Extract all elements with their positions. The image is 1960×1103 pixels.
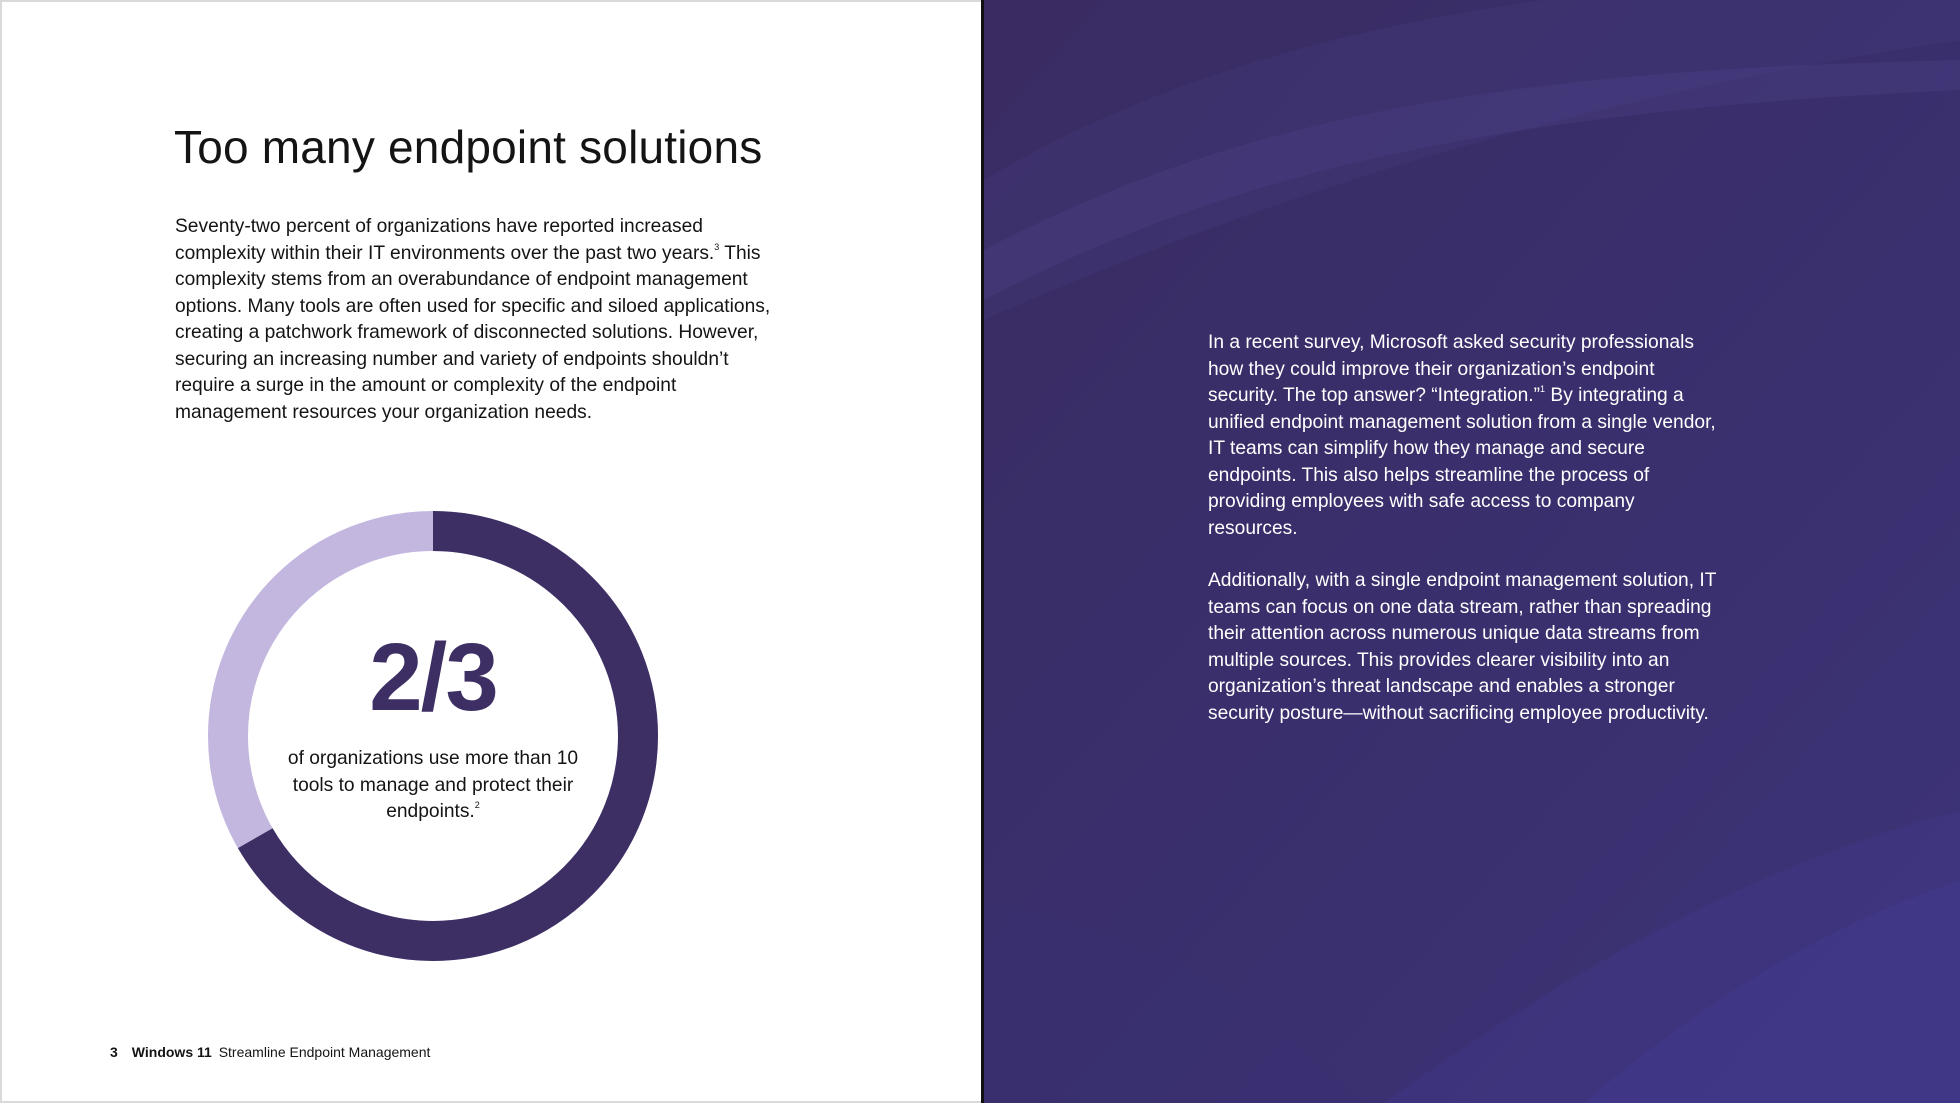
stat-donut: [207, 510, 659, 962]
intro-paragraph: [175, 214, 775, 426]
footnote-ref: 2: [474, 800, 480, 810]
stat-caption-text: of organizations use more than 10 tools to manage and protect their endpoints.: [287, 748, 579, 822]
donut-chart: [207, 510, 659, 962]
survey-text-part2: By integrating a unified endpoint management solution from a single vendor, IT teams can simplify how they manage and secure endpoints. This also helps streamline the process of providing employees with safe access to company resources.: [1208, 385, 1716, 539]
page-title: Too many endpoint solutions: [174, 121, 763, 173]
footnote-ref: 1: [1540, 384, 1546, 394]
page-footer: [110, 1044, 430, 1060]
survey-text-part1: In a recent survey, Microsoft asked security professionals how they could improve their organization’s endpoint security. The top answer? “Integration.”: [1208, 332, 1694, 406]
footer-brand: Windows 11: [131, 1044, 212, 1060]
stat-caption: [283, 746, 583, 826]
intro-text-part2: This complexity stems from an overabundance of endpoint management options. Many tools are often used for specific and siloed applications, creating a patchwork framework of disconnected solutions. However, securing an increasing number and variety of endpoints shouldn’t require a surge in the amount or complexity of the endpoint management resources your organization needs.: [175, 242, 771, 423]
right-page: [981, 0, 1960, 1103]
stat-value: 2/3: [369, 624, 497, 731]
data-stream-paragraph: Additionally, with a single endpoint management solution, IT teams can focus on one data stream, rather than spreading their attention across numerous unique data streams from multiple sources. This provides clearer visibility into an organization’s threat landscape and enables a stronger security posture—without sacrificing employee productivity.: [1208, 570, 1717, 724]
intro-text-part1: Seventy-two percent of organizations have reported increased complexity within their IT environments over the past two years.: [175, 216, 715, 264]
page-number: 3: [110, 1044, 118, 1060]
footnote-ref: 3: [714, 241, 720, 252]
right-body: [1208, 330, 1718, 753]
footer-doc-title: Streamline Endpoint Management: [218, 1044, 431, 1060]
survey-paragraph: [1208, 330, 1718, 542]
